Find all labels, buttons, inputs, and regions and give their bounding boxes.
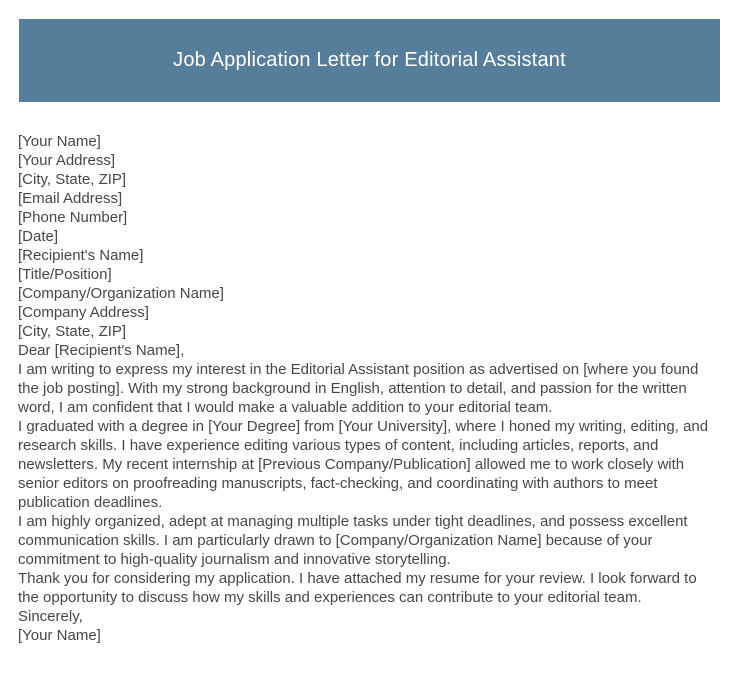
recipient-line: [City, State, ZIP] [18, 323, 127, 340]
sender-line: [Email Address] [18, 190, 123, 207]
sender-line: [Your Address] [18, 152, 116, 169]
header-banner [19, 19, 720, 102]
recipient-line: [Title/Position] [18, 266, 112, 283]
recipient-line: [Recipient's Name] [18, 247, 144, 264]
letter-paragraph: I graduated with a degree in [Your Degree] from [Your University], where I honed my writing, editing, and research skills. I have experience editing various types of content, including articles, reports, and newsletters. My recent internship at [Previous Company/Publication] allowed me to work closely with senior editors on proofreading manuscripts, fact-checking, and coordinating with authors to meet publication deadlines. [18, 418, 709, 511]
letter-paragraph: Thank you for considering my application. I have attached my resume for your review. I look forward to the opportunity to discuss how my skills and experiences can contribute to your editorial team. [18, 570, 697, 606]
letter-paragraph: I am highly organized, adept at managing multiple tasks under tight deadlines, and possess excellent communication skills. I am particularly drawn to [Company/Organization Name] because of your commitment to high-quality journalism and innovative storytelling. [18, 513, 688, 568]
recipient-line: [Company/Organization Name] [18, 285, 224, 302]
page-title: Job Application Letter for Editorial Assistant [173, 49, 566, 71]
signature: [Your Name] [18, 627, 101, 644]
sender-line: [Your Name] [18, 133, 101, 150]
letter-paragraph: I am writing to express my interest in the Editorial Assistant position as advertised on [where you found the job posting]. With my strong background in English, attention to detail, and passion for the written word, I am confident that I would make a valuable addition to your editorial team. [18, 361, 699, 416]
letter-body [18, 132, 714, 645]
closing: Sincerely, [18, 608, 83, 625]
salutation: Dear [Recipient's Name], [18, 342, 185, 359]
sender-line: [City, State, ZIP] [18, 171, 127, 188]
recipient-line: [Company Address] [18, 304, 149, 321]
sender-line: [Date] [18, 228, 59, 245]
sender-line: [Phone Number] [18, 209, 128, 226]
